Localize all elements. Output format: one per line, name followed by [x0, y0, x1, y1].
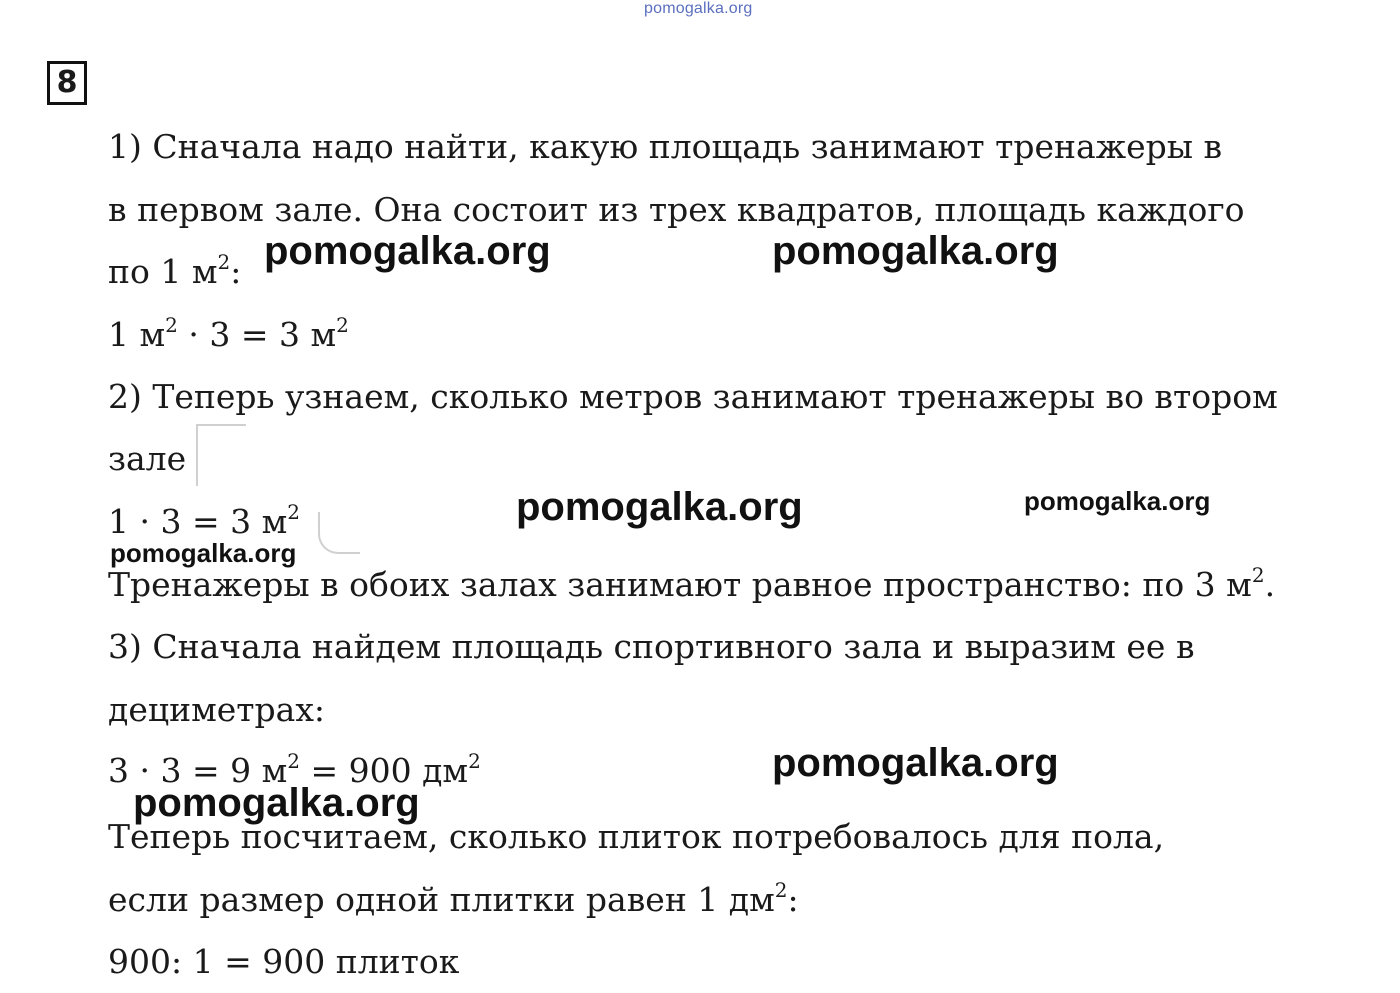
solution-line-3: по 1 $м^2$: [108, 250, 242, 291]
watermark: pomogalka.org [110, 538, 297, 568]
solution-line-12: Теперь посчитаем, сколько плиток потребовалось для пола, [108, 817, 1165, 856]
solution-line-2: в первом зале. Она состоит из трех квадратов, площадь каждого [108, 190, 1245, 229]
watermark: pomogalka.org [772, 229, 1059, 273]
scan-artifact [196, 424, 246, 486]
solution-line-8: Тренажеры в обоих залах занимают равное пространство: по 3 $м^2$. [108, 563, 1276, 604]
solution-line-11: 3 · 3 = 9 $м^2 = 900$ $дм^2$ [108, 749, 481, 790]
solution-line-1: 1) Сначала надо найти, какую площадь занимают тренажеры в [108, 127, 1223, 166]
watermark: pomogalka.org [133, 781, 420, 825]
solution-line-10: дециметрах: [108, 690, 326, 729]
watermark: pomogalka.org [264, 229, 551, 273]
solution-line-5: 2) Теперь узнаем, сколько метров занимают тренажеры во втором [108, 377, 1278, 416]
header-watermark: pomogalka.org [644, 0, 753, 17]
solution-line-6: зале [108, 439, 187, 478]
watermark: pomogalka.org [1024, 486, 1211, 516]
task-number-box: 8 [47, 61, 87, 105]
solution-line-7: 1 · 3 = 3 $м^2$ [108, 500, 300, 541]
scan-artifact [318, 512, 360, 554]
watermark: pomogalka.org [772, 741, 1059, 785]
solution-line-4: 1 $м^2 \cdot 3 = 3$ $м^2$ [108, 313, 349, 354]
watermark: pomogalka.org [516, 485, 803, 529]
solution-line-14: 900: 1 = 900 плиток [108, 942, 460, 981]
solution-line-9: 3) Сначала найдем площадь спортивного зала и выразим ее в [108, 627, 1195, 666]
solution-line-13: если размер одной плитки равен 1 $дм^2$: [108, 878, 799, 919]
